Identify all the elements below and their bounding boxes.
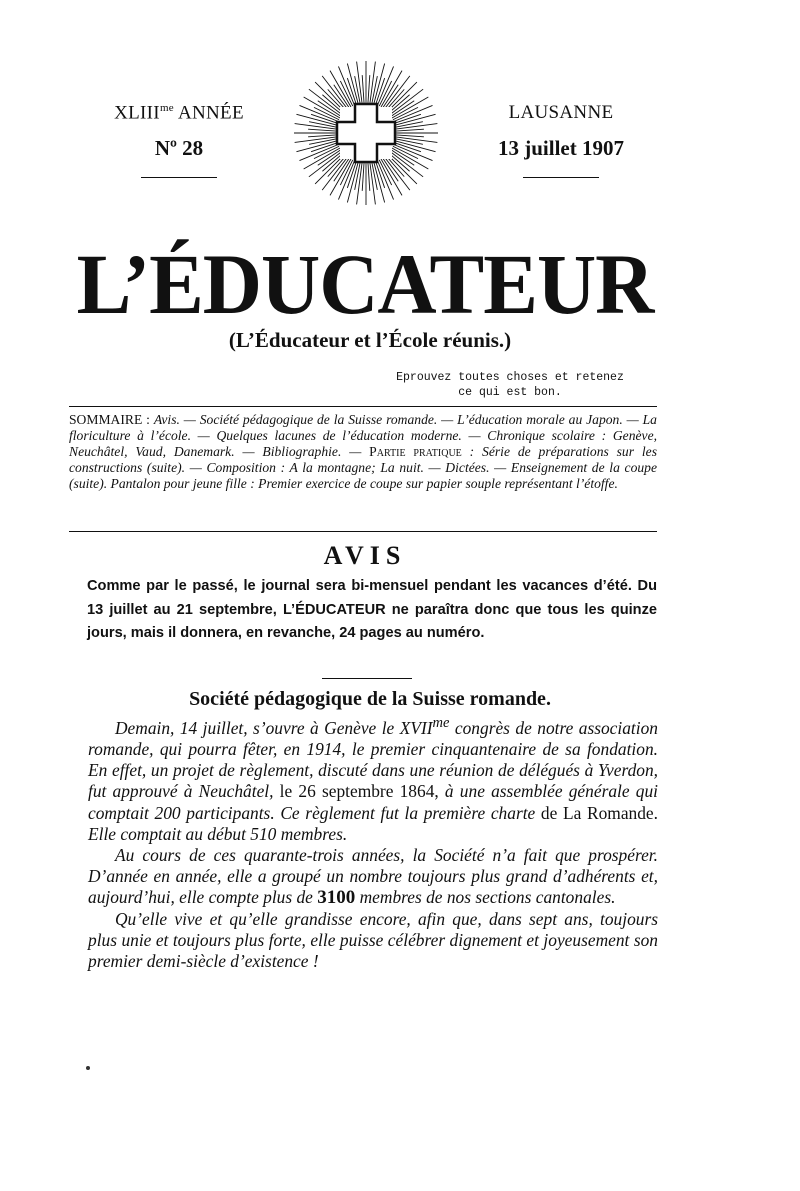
article-paragraph-2: Au cours de ces quarante-trois années, la Société n’a fait que prospérer. D’année en année, elle a groupé un nombre toujours plus grand d’adhérents et, aujourd’hui, elle compte plus de 3100 membres de nos sections cantonales. xyxy=(88,845,658,909)
avis-notice-text: Comme par le passé, le journal sera bi-mensuel pendant les vacances d’été. Du 13 juillet au 21 septembre, L’ÉDUCATEUR ne paraîtra donc que tous les quinze jours, mais il donnera, en revanche, 24 pages au numéro. xyxy=(87,578,657,641)
section-divider xyxy=(322,678,412,679)
article-paragraph-1: Demain, 14 juillet, s’ouvre à Genève le $XVII^{me}$ congrès de notre association romande, qui pourra fêter, en 1914, le premier cinquantenaire de sa fondation. En effet, un projet de règlement, discuté dans une réunion de délégués à Yverdon, fut approuvé à Neuchâtel, le 26 septembre 1864, à une assemblée générale qui comptait 200 participants. Ce règlement fut la première charte de La Romande. Elle comptait au début 510 membres. xyxy=(88,715,658,844)
journal-title: L’ÉDUCATEUR xyxy=(76,237,654,332)
header-right-rule xyxy=(523,177,599,178)
header-volume-block xyxy=(84,102,274,178)
table-of-contents xyxy=(69,412,657,492)
partie-pratique-label: Partie pratique xyxy=(369,444,462,459)
article-body xyxy=(88,713,658,972)
sommaire-top-rule xyxy=(69,406,657,407)
journal-subtitle: (L’Éducateur et l’École réunis.) xyxy=(228,328,512,352)
issue-number: Nº 28 xyxy=(154,136,204,161)
sommaire-label: SOMMAIRE : xyxy=(69,412,154,427)
print-speck xyxy=(86,1066,90,1070)
motto-line-1: Eprouvez toutes choses et retenez xyxy=(396,371,624,384)
avis-heading: AVIS xyxy=(323,541,407,570)
motto-line-2: ce qui est bon. xyxy=(458,386,562,399)
article-paragraph-3: Qu’elle vive et qu’elle grandisse encore, afin que, dans sept ans, toujours plus unie et toujours plus forte, elle puisse célébrer dignement et joyeusement son premier demi-siècle d’existence ! xyxy=(88,908,658,972)
sommaire-items-pratique: : Série de préparations sur les constructions (suite). — Composition : A la montagne; La nuit. — Dictées. — Enseignement de la coupe (suite). Pantalon pour jeune fille : Premier exercice de coupe sur papier souple représentant l’étoffe. xyxy=(69,444,657,491)
header-place-block xyxy=(466,102,656,178)
sommaire-bottom-rule xyxy=(69,531,657,532)
journal-motto xyxy=(380,370,640,400)
city: LAUSANNE xyxy=(508,102,614,123)
header-left-rule xyxy=(141,177,217,178)
article-title: Société pédagogique de la Suisse romande. xyxy=(189,688,551,710)
sommaire-items: Avis. — Société pédagogique de la Suisse romande. — L’éducation morale au Japon. — La floriculture à l’école. — Quelques lacunes de l’éducation moderne. — Chronique scolaire : Genève, Neuchâtel, Vaud, Danemark. — Bibliographie. — xyxy=(69,412,657,459)
issue-date: 13 juillet 1907 xyxy=(498,136,624,160)
swiss-cross-sunburst-icon xyxy=(291,58,441,208)
volume-year: $XLIII^{me}$ ANNÉE xyxy=(114,102,244,124)
